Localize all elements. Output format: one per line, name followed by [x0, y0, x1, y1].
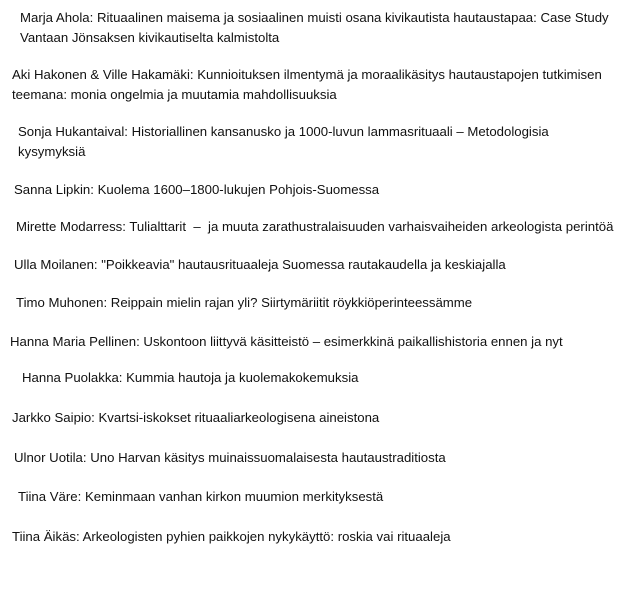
list-item	[8, 332, 614, 352]
list-item	[8, 487, 614, 507]
entry-text: Marja Ahola: Rituaalinen maisema ja sosiaalinen muisti osana kivikautista hautaustapaa: Case Study Vantaan Jönsaksen kivikautiselta kalmistolta	[20, 10, 613, 46]
list-item	[8, 368, 614, 388]
entry-text: Ulla Moilanen: "Poikkeavia" hautausrituaaleja Suomessa rautakaudella ja keskiajalla	[14, 256, 506, 272]
list-item	[8, 217, 614, 237]
list-item	[8, 180, 614, 200]
entry-text: Aki Hakonen & Ville Hakamäki: Kunnioituksen ilmentymä ja moraalikäsitys hautaustapojen tutkimisen teemana: monia ongelmia ja muutamia mahdollisuuksia	[12, 66, 606, 103]
entry-text: Timo Muhonen: Reippain mielin rajan yli? Siirtymäriitit röykkiöperinteessämme	[16, 295, 473, 311]
list-item	[8, 448, 614, 468]
entry-text: Mirette Modarress: Tulialttarit – ja muuta zarathustralaisuuden varhaisvaiheiden arkeologista perintöä	[16, 219, 614, 235]
list-item	[8, 255, 614, 275]
entry-text: Sonja Hukantaival: Historiallinen kansanusko ja 1000-luvun lammasrituaali – Metodologisia kysymyksiä	[18, 123, 553, 160]
list-item	[8, 293, 614, 313]
list-item	[8, 408, 614, 428]
entry-text: Ulnor Uotila: Uno Harvan käsitys muinaissuomalaisesta hautaustraditiosta	[14, 449, 446, 465]
list-item	[8, 122, 614, 163]
list-item	[8, 65, 614, 106]
list-item	[8, 8, 614, 49]
list-item	[8, 527, 614, 547]
entry-text: Hanna Puolakka: Kummia hautoja ja kuolemakokemuksia	[22, 369, 359, 385]
entry-text: Jarkko Saipio: Kvartsi-iskokset rituaaliarkeologisena aineistona	[12, 410, 380, 426]
entry-text: Tiina Väre: Keminmaan vanhan kirkon muumion merkityksestä	[18, 489, 384, 505]
entry-text: Tiina Äikäs: Arkeologisten pyhien paikkojen nykykäyttö: roskia vai rituaaleja	[12, 528, 451, 544]
entry-text: Sanna Lipkin: Kuolema 1600–1800-lukujen Pohjois-Suomessa	[14, 181, 380, 197]
entry-text: Hanna Maria Pellinen: Uskontoon liittyvä käsitteistö – esimerkkinä paikallishistoria ennen ja nyt	[10, 333, 563, 349]
